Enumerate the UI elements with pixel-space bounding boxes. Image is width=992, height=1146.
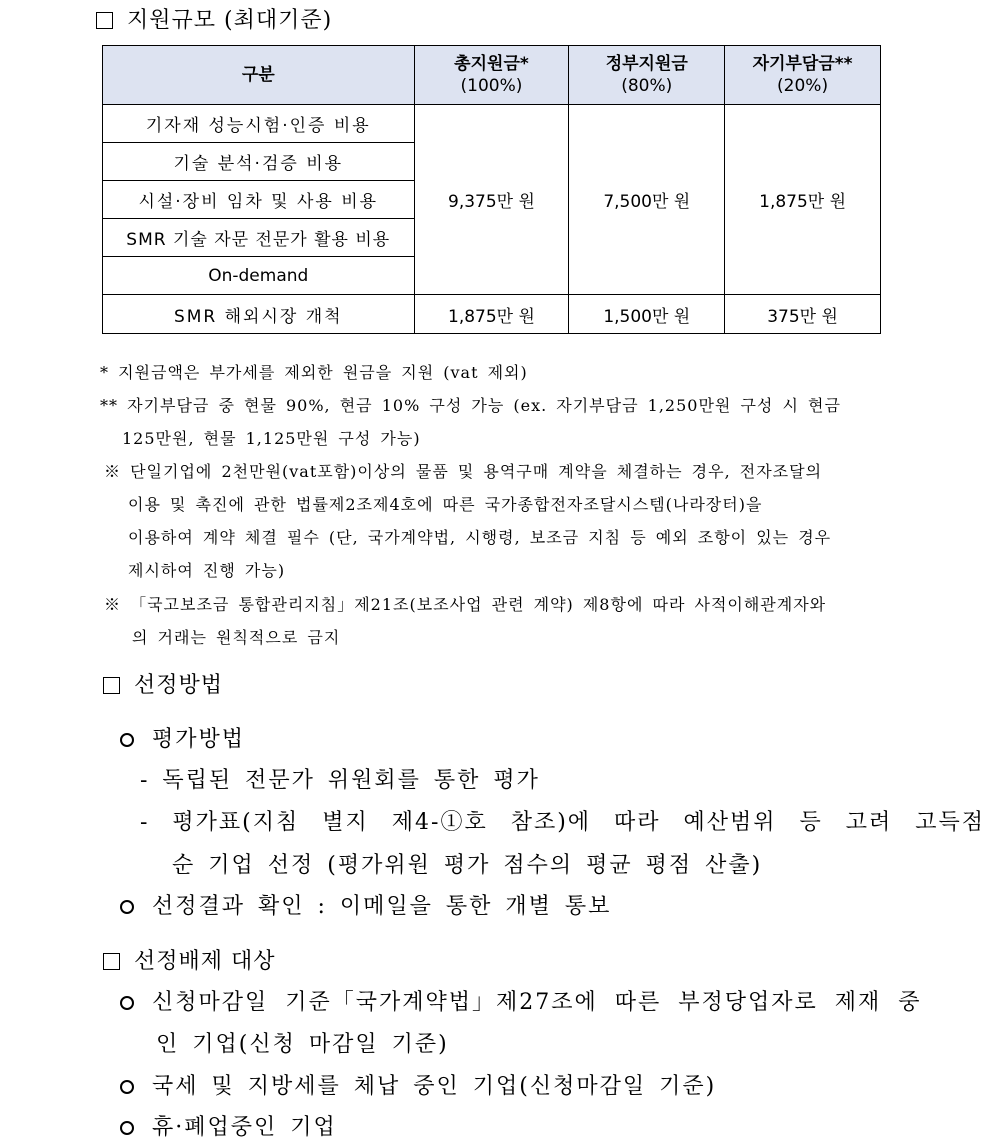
circle-bullet-icon: [120, 1121, 134, 1135]
section-selection-title: 선정방법: [103, 668, 223, 699]
government-value: 1,500만 원: [569, 295, 725, 334]
section-exclusion-title: 선정배제 대상: [103, 944, 276, 975]
circle-bullet-icon: [120, 1080, 134, 1094]
square-bullet-icon: [103, 677, 120, 694]
government-value: 7,500만 원: [569, 105, 725, 295]
self-value: 1,875만 원: [725, 105, 881, 295]
note-vat: * 지원금액은 부가세를 제외한 원금을 지원 (vat 제외): [100, 363, 528, 382]
exclusion-item: 국세 및 지방세를 체납 중인 기업(신청마감일 기준): [120, 1069, 716, 1100]
total-value: 1,875만 원: [414, 295, 569, 334]
item-cell: SMR 해외시장 개척: [103, 295, 415, 334]
note-procurement-cont: 제시하여 진행 가능): [128, 561, 286, 580]
note-procurement-cont: 이용 및 촉진에 관한 법률제2조제4호에 따른 국가종합전자조달시스템(나라장터)을: [128, 495, 763, 514]
selection-result: 선정결과 확인 : 이메일을 통한 개별 통보: [120, 889, 611, 920]
item-cell: 기술 분석·검증 비용: [103, 143, 415, 181]
note-conflict-cont: 의 거래는 원칙적으로 금지: [132, 628, 341, 647]
support-table: [102, 45, 881, 334]
header-self: 자기부담금** (20%): [725, 46, 881, 105]
eval-method-title: 평가방법: [120, 722, 245, 753]
square-bullet-icon: [103, 953, 120, 970]
note-conflict: ※ 「국고보조금 통합관리지침」제21조(보조사업 관련 계약) 제8항에 따라 사적이해관계자와: [104, 595, 827, 614]
note-procurement-cont: 이용하여 계약 체결 필수 (단, 국가계약법, 시행령, 보조금 지침 등 예외 조항이 있는 경우: [128, 528, 832, 547]
exclusion-item-cont: 인 기업(신청 마감일 기준): [156, 1032, 449, 1057]
table-row: [103, 105, 881, 143]
header-total: 총지원금* (100%): [414, 46, 569, 105]
item-cell: 시설·장비 임차 및 사용 비용: [103, 181, 415, 219]
table-header-row: [103, 46, 881, 105]
self-value: 375만 원: [725, 295, 881, 334]
circle-bullet-icon: [120, 733, 134, 747]
eval-item: - 독립된 전문가 위원회를 통한 평가: [140, 768, 540, 793]
note-self-funding-cont: 125만원, 현물 1,125만원 구성 가능): [122, 429, 421, 448]
circle-bullet-icon: [120, 900, 134, 914]
section-support-title: 지원규모 (최대기준): [96, 3, 332, 34]
eval-item-cont: 순 기업 선정 (평가위원 평가 점수의 평균 평점 산출): [172, 853, 763, 878]
header-government: 정부지원금 (80%): [569, 46, 725, 105]
item-cell: On-demand: [103, 257, 415, 295]
exclusion-item: 휴·폐업중인 기업: [120, 1110, 337, 1141]
table-row: [103, 295, 881, 334]
item-cell: SMR 기술 자문 전문가 활용 비용: [103, 219, 415, 257]
note-procurement: ※ 단일기업에 2천만원(vat포함)이상의 물품 및 용역구매 계약을 체결하는 경우, 전자조달의: [104, 462, 823, 481]
exclusion-item: 신청마감일 기준「국가계약법」제27조에 따른 부정당업자로 제재 중: [120, 985, 922, 1016]
eval-item: - 평가표(지침 별지 제4-①호 참조)에 따라 예산범위 등 고려 고득점: [140, 810, 986, 835]
square-bullet-icon: [96, 12, 113, 29]
circle-bullet-icon: [120, 996, 134, 1010]
note-self-funding: ** 자기부담금 중 현물 90%, 현금 10% 구성 가능 (ex. 자기부담금 1,250만원 구성 시 현금: [100, 396, 841, 415]
total-value: 9,375만 원: [414, 105, 569, 295]
header-category: 구분: [103, 46, 415, 105]
item-cell: 기자재 성능시험·인증 비용: [103, 105, 415, 143]
